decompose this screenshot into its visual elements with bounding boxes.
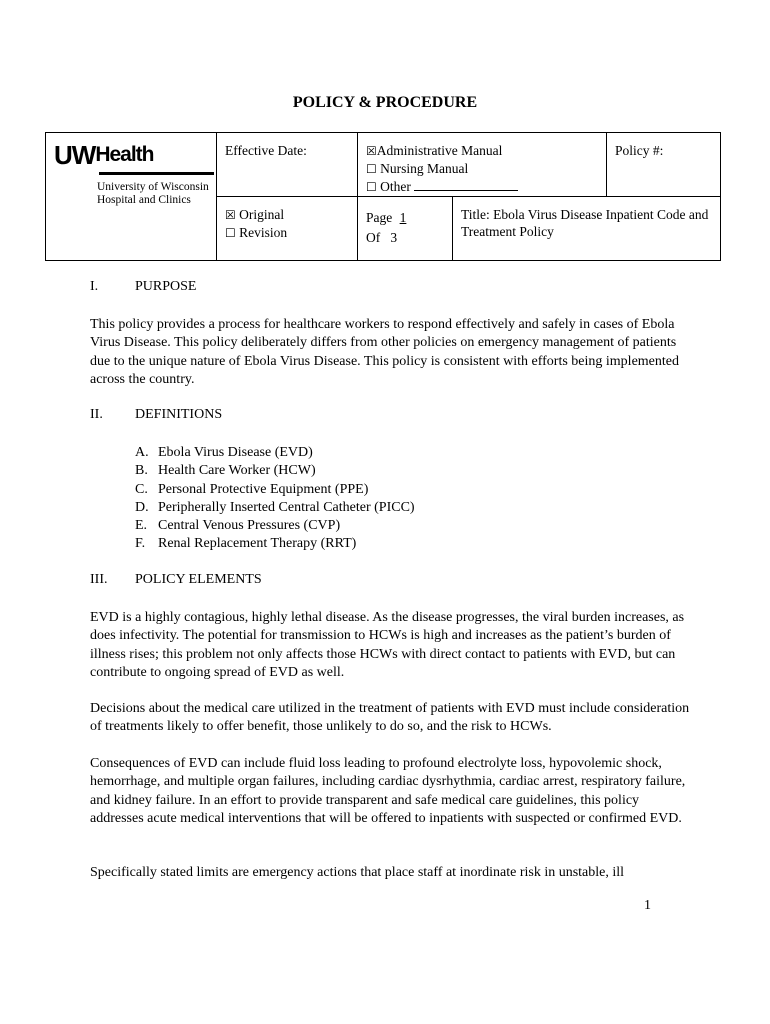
- policy-number-label: Policy #:: [615, 143, 664, 158]
- empty-checkbox-icon: ☐: [225, 226, 236, 240]
- checked-checkbox-icon: ☒: [225, 208, 236, 222]
- policy-paragraph-4: Specifically stated limits are emergency actions that place staff at inordinate risk in unstable, ill: [90, 865, 625, 880]
- list-item: A. Ebola Virus Disease (EVD): [135, 445, 313, 460]
- policy-paragraph-3: Consequences of EVD can include fluid loss leading to profound electrolyte loss, hypovolemic shock, hemorrhage, and multiple organ failures, including cardiac dysrhythmia, cardiac arrest, respiratory failure, and kidney failure. In an effort to provide transparent and safe medical care guidelines, this policy addresses acute medical interventions that will be offered to inpatients with suspected or confirmed EVD.: [90, 756, 686, 826]
- policy-number-cell: [607, 133, 721, 197]
- checked-checkbox-icon: ☒: [366, 144, 377, 158]
- manual-type-cell: [358, 133, 607, 197]
- list-item: E. Central Venous Pressures (CVP): [135, 518, 341, 534]
- policy-title-cell: [453, 197, 721, 261]
- list-item: C. Personal Protective Equipment (PPE): [135, 481, 369, 497]
- version-cell: [217, 197, 358, 261]
- version-original: ☒ Original: [225, 207, 285, 222]
- page-count-cell: [358, 197, 453, 261]
- empty-checkbox-icon: ☐: [366, 162, 377, 176]
- list-item: D. Peripherally Inserted Central Catheter (PICC): [135, 499, 415, 515]
- purpose-paragraph: This policy provides a process for healthcare workers to respond effectively and safely in cases of Ebola Virus Disease. This policy deliberately differs from other policies on emergency management of patients due to the unique nature of Ebola Virus Disease. This policy is consistent with efforts being implemented across the country.: [90, 317, 679, 387]
- policy-header-table: [45, 132, 721, 261]
- list-item: F. Renal Replacement Therapy (RRT): [135, 536, 357, 552]
- uw-health-logo: UWHealth University of Wisconsin Hospital and Clinics: [54, 142, 214, 207]
- page-total: Of 3: [366, 230, 398, 245]
- policy-title: Title: Ebola Virus Disease Inpatient Code and Treatment Policy: [461, 207, 709, 239]
- manual-administrative: ☒Administrative Manual: [366, 143, 503, 158]
- logo-line-2: Hospital and Clinics: [97, 194, 191, 206]
- page-indicator: Page 1: [366, 210, 407, 225]
- page-number: 1: [644, 898, 651, 913]
- effective-date-cell: [217, 133, 358, 197]
- logo-cell: [46, 133, 217, 261]
- policy-paragraph-2: Decisions about the medical care utilized in the treatment of patients with EVD must include consideration of treatments likely to offer benefit, those unlikely to do so, and the risk to HCWs.: [90, 701, 690, 735]
- effective-date-label: Effective Date:: [225, 143, 307, 158]
- other-blank-line: [414, 179, 518, 191]
- manual-other: ☐ Other: [366, 178, 600, 196]
- empty-checkbox-icon: ☐: [366, 180, 377, 194]
- definitions-list: [135, 444, 415, 554]
- version-revision: ☐ Revision: [225, 225, 288, 240]
- manual-nursing: ☐ Nursing Manual: [366, 161, 469, 176]
- logo-line-1: University of Wisconsin: [97, 181, 209, 193]
- page-title: POLICY & PROCEDURE: [292, 94, 478, 111]
- policy-paragraph-1: EVD is a highly contagious, highly lethal disease. As the disease progresses, the viral burden increases, as does infectivity. The potential for transmission to HCWs is high and increases as the patient’s burden of illness rises; this problem not only affects those HCWs with direct contact to patients with EVD, but can contribute to ongoing spread of EVD as well.: [90, 610, 685, 680]
- list-item: B. Health Care Worker (HCW): [135, 463, 316, 479]
